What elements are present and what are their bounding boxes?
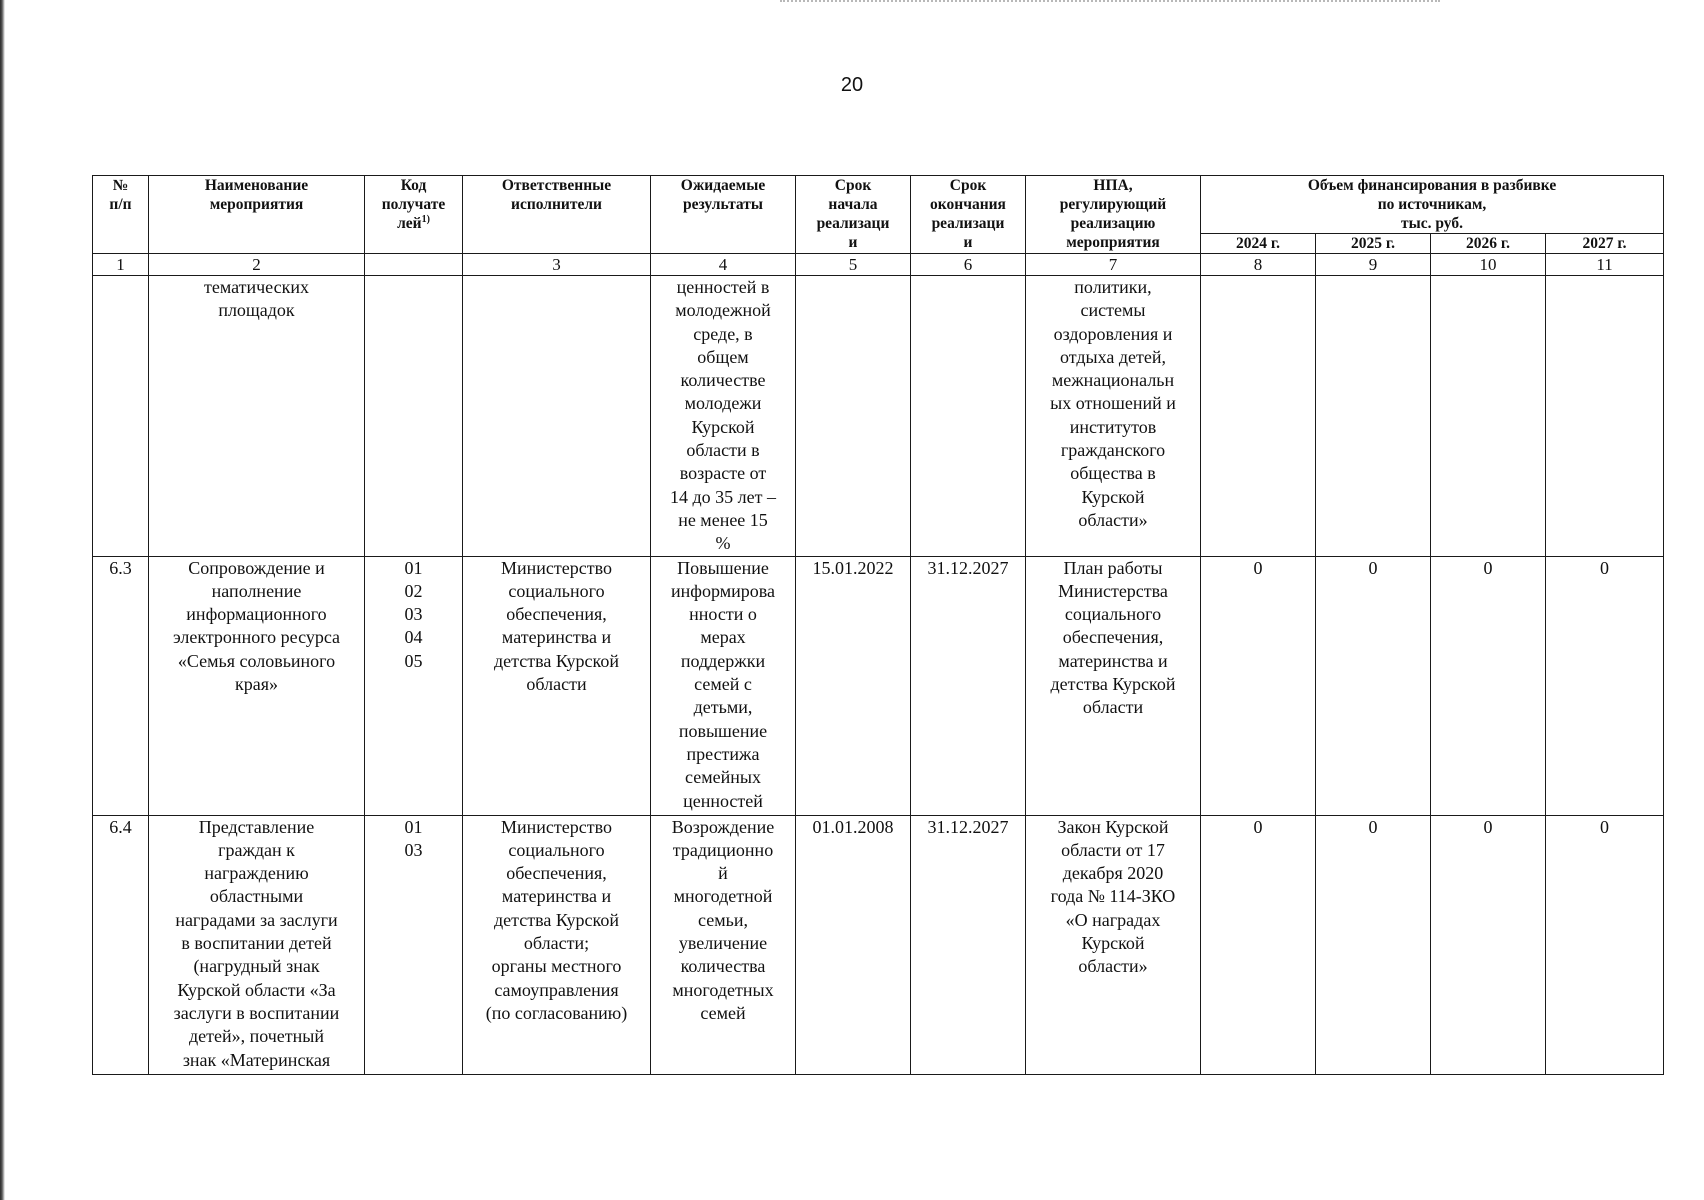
cell-line: наполнение	[211, 580, 302, 601]
row-funding-2026	[1431, 276, 1546, 557]
row-executors	[463, 556, 651, 815]
cell-line: социального	[508, 580, 605, 601]
header-year-2026: 2026 г.	[1431, 234, 1546, 254]
cell-line: Объем финансирования в разбивке	[1307, 177, 1557, 194]
cell-line: детства Курской	[1050, 674, 1176, 695]
scan-edge-top	[780, 0, 1440, 4]
row-codes	[365, 276, 463, 557]
cell-line: возрасте от	[679, 463, 767, 484]
cell-line: области в	[686, 440, 760, 461]
column-number: 10	[1431, 254, 1546, 276]
cell-line: не менее 15	[678, 509, 768, 530]
cell-line: НПА,	[1093, 177, 1133, 194]
row-results	[651, 556, 796, 815]
header-end	[911, 176, 1026, 254]
cell-line: реализаци	[816, 215, 890, 232]
cell-line: 03	[404, 604, 423, 625]
cell-line: получате	[381, 196, 446, 213]
cell-line: результаты	[683, 196, 763, 213]
row-funding-2024: 0	[1201, 815, 1316, 1074]
header-start	[796, 176, 911, 254]
cell-line: знак «Материнская	[182, 1049, 331, 1070]
row-results	[651, 276, 796, 557]
cell-line: среде, в	[693, 323, 753, 344]
cell-line: граждан к	[218, 839, 295, 860]
column-number	[365, 254, 463, 276]
cell-line: материнства и	[501, 627, 612, 648]
row-funding-2026: 0	[1431, 556, 1546, 815]
cell-line: социального	[508, 839, 605, 860]
row-results	[651, 815, 796, 1074]
cell-line: Наименование	[204, 177, 309, 194]
row-funding-2027: 0	[1546, 815, 1664, 1074]
cell-line: 04	[404, 627, 423, 648]
cell-line: области от 17	[1061, 839, 1165, 860]
cell-line: Министерство	[501, 557, 612, 578]
cell-line: Ожидаемые	[680, 177, 766, 194]
column-number: 7	[1026, 254, 1201, 276]
row-funding-2027: 0	[1546, 556, 1664, 815]
cell-line: материнства и	[501, 886, 612, 907]
row-num	[93, 276, 149, 557]
column-number: 6	[911, 254, 1026, 276]
row-codes	[365, 815, 463, 1074]
cell-line: самоуправления	[494, 979, 619, 1000]
row-num: 6.3	[93, 556, 149, 815]
cell-line: в воспитании детей	[181, 933, 332, 954]
cell-line: Код	[400, 177, 427, 194]
cell-line: поддержки	[680, 650, 766, 671]
row-num: 6.4	[93, 815, 149, 1074]
cell-line: области»	[1078, 509, 1148, 530]
cell-line: 14 до 35 лет –	[670, 486, 776, 507]
cell-line: области	[526, 674, 587, 695]
cell-line: детей», почетный	[188, 1026, 325, 1047]
row-start: 15.01.2022	[796, 556, 911, 815]
cell-line: Министерство	[501, 816, 612, 837]
cell-line: «О наградах	[1065, 909, 1161, 930]
cell-line: года № 114-ЗКО	[1050, 886, 1176, 907]
row-executors	[463, 276, 651, 557]
cell-line: многодетной	[673, 886, 773, 907]
cell-line: традиционно	[672, 839, 774, 860]
cell-line: реализацию	[1070, 215, 1156, 232]
header-row	[93, 176, 1664, 234]
cell-line: награждению	[204, 863, 309, 884]
header-funding	[1201, 176, 1664, 234]
cell-line: обеспечения,	[1062, 627, 1164, 648]
cell-line: заслуги в воспитании	[173, 1002, 340, 1023]
row-funding-2024: 0	[1201, 556, 1316, 815]
row-end: 31.12.2027	[911, 556, 1026, 815]
header-code-lines	[368, 176, 459, 233]
cell-line: повышение	[678, 720, 768, 741]
cell-line: социального	[1064, 604, 1162, 625]
cell-line: области»	[1078, 956, 1148, 977]
page-number: 20	[840, 74, 864, 96]
cell-line: (по согласованию)	[485, 1002, 628, 1023]
header-year-2024: 2024 г.	[1201, 234, 1316, 254]
header-results	[651, 176, 796, 254]
cell-line: площадок	[218, 300, 295, 321]
cell-line: Возрождение	[671, 816, 775, 837]
cell-line: %	[715, 533, 731, 554]
activity-table	[92, 175, 1664, 1075]
cell-line: детства Курской	[494, 909, 619, 930]
cell-line: ых отношений и	[1050, 393, 1176, 414]
cell-line: реализаци	[931, 215, 1005, 232]
cell-line: декабря 2020	[1062, 863, 1164, 884]
cell-line: количества	[680, 956, 766, 977]
cell-line: 03	[404, 839, 423, 860]
cell-line: по источникам,	[1377, 196, 1487, 213]
cell-line: материнства и	[1058, 650, 1168, 671]
cell-line: (нагрудный знак	[193, 956, 320, 977]
scan-edge-left	[0, 0, 5, 1200]
cell-line: обеспечения,	[506, 604, 607, 625]
cell-line: Срок	[949, 177, 987, 194]
cell-line: информационного	[186, 604, 327, 625]
row-name	[149, 276, 365, 557]
table-row	[93, 276, 1664, 557]
cell-line: Курской	[691, 416, 755, 437]
cell-line: тыс. руб.	[1401, 215, 1463, 232]
cell-line: обеспечения,	[506, 863, 607, 884]
cell-line: оздоровления и	[1053, 323, 1173, 344]
row-funding-2025: 0	[1316, 556, 1431, 815]
cell-line: молодежной	[675, 300, 771, 321]
row-start	[796, 276, 911, 557]
cell-line: План работы	[1063, 557, 1163, 578]
cell-line: и	[963, 234, 973, 251]
column-number: 11	[1546, 254, 1664, 276]
cell-line: 02	[404, 580, 423, 601]
footnote-marker: 1)	[421, 213, 430, 225]
row-name	[149, 815, 365, 1074]
cell-line: семейных	[685, 767, 761, 788]
cell-line: отдыха детей,	[1059, 346, 1167, 367]
row-funding-2027	[1546, 276, 1664, 557]
column-number: 8	[1201, 254, 1316, 276]
cell-line: 05	[404, 650, 423, 671]
header-executors	[463, 176, 651, 254]
column-number: 5	[796, 254, 911, 276]
cell-line: Сопровождение и	[188, 557, 325, 578]
cell-line: семей с	[694, 674, 752, 695]
column-number: 1	[93, 254, 149, 276]
cell-line: окончания	[930, 196, 1006, 213]
cell-line: ценностей	[683, 790, 763, 811]
cell-line: «Семья соловьиного	[177, 650, 336, 671]
cell-line: тематических	[203, 277, 309, 297]
cell-line: лей$^{1)}$	[397, 213, 430, 232]
cell-line: края»	[234, 674, 278, 695]
cell-line: Министерства	[1058, 580, 1168, 601]
cell-line: количестве	[680, 370, 766, 391]
cell-line: 01	[404, 816, 423, 837]
cell-line: информирова	[671, 580, 775, 601]
table-row	[93, 815, 1664, 1074]
column-number: 4	[651, 254, 796, 276]
row-funding-2024	[1201, 276, 1316, 557]
cell-line: Курской	[1081, 933, 1145, 954]
cell-line: областными	[209, 886, 304, 907]
column-number: 9	[1316, 254, 1431, 276]
cell-line: детьми,	[693, 697, 753, 718]
row-codes	[365, 556, 463, 815]
column-number-row	[93, 254, 1664, 276]
cell-line: области	[1082, 697, 1144, 718]
cell-line: й	[718, 863, 728, 884]
header-code	[365, 176, 463, 254]
cell-line: ценностей в	[676, 277, 770, 297]
cell-line: общества в	[1070, 463, 1156, 484]
cell-line: области;	[523, 933, 590, 954]
row-end	[911, 276, 1026, 557]
cell-line: политики,	[1074, 277, 1152, 297]
cell-line: 01	[404, 557, 423, 578]
cell-line: многодетных	[672, 979, 774, 1000]
column-number: 2	[149, 254, 365, 276]
cell-line: и	[848, 234, 858, 251]
row-funding-2026: 0	[1431, 815, 1546, 1074]
row-end: 31.12.2027	[911, 815, 1026, 1074]
cell-line: системы	[1080, 300, 1146, 321]
cell-line: наградами за заслуги	[175, 909, 338, 930]
cell-line: семьи,	[698, 909, 748, 930]
cell-line: мероприятия	[209, 196, 304, 213]
cell-line: институтов	[1069, 416, 1157, 437]
cell-line: детства Курской	[494, 650, 619, 671]
cell-line: начала	[828, 196, 878, 213]
row-name	[149, 556, 365, 815]
header-name	[149, 176, 365, 254]
row-npa	[1026, 556, 1201, 815]
cell-line: мероприятия	[1066, 234, 1160, 251]
cell-line: Курской области «За	[177, 979, 336, 1000]
header-num	[93, 176, 149, 254]
cell-line: увеличение	[678, 933, 768, 954]
cell-line: электронного ресурса	[172, 627, 341, 648]
cell-line: семей	[700, 1002, 746, 1023]
row-npa	[1026, 276, 1201, 557]
row-funding-2025	[1316, 276, 1431, 557]
column-number: 3	[463, 254, 651, 276]
header-npa	[1026, 176, 1201, 254]
cell-line: Представление	[198, 816, 315, 837]
row-start: 01.01.2008	[796, 815, 911, 1074]
cell-line: престижа	[686, 743, 760, 764]
cell-line: Курской	[1081, 486, 1145, 507]
cell-line: п/п	[109, 196, 132, 213]
cell-line: Повышение	[677, 557, 769, 578]
table-row	[93, 556, 1664, 815]
cell-line: №	[112, 177, 129, 194]
cell-line: органы местного	[491, 956, 622, 977]
cell-line: Закон Курской	[1057, 816, 1169, 837]
cell-line: гражданского	[1060, 440, 1166, 461]
cell-line: нности о	[689, 604, 757, 625]
header-year-2027: 2027 г.	[1546, 234, 1664, 254]
cell-line: общем	[697, 346, 749, 367]
cell-line: Ответственные	[501, 177, 612, 194]
cell-line: исполнители	[511, 196, 602, 213]
row-funding-2025: 0	[1316, 815, 1431, 1074]
cell-line: молодежи	[684, 393, 762, 414]
row-npa	[1026, 815, 1201, 1074]
cell-line: мерах	[700, 627, 746, 648]
header-year-2025: 2025 г.	[1316, 234, 1431, 254]
row-executors	[463, 815, 651, 1074]
cell-line: регулирующий	[1059, 196, 1167, 213]
cell-line: межнациональн	[1051, 370, 1175, 391]
cell-line: Срок	[834, 177, 872, 194]
